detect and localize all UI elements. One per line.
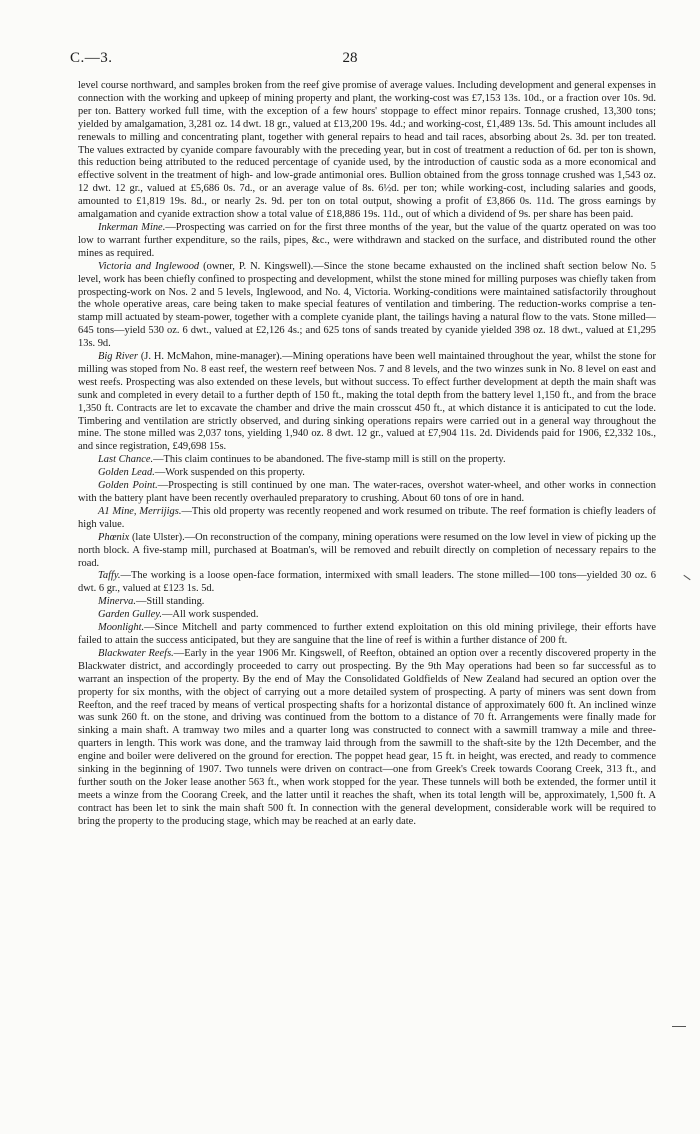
paragraph-a1-mine: A1 Mine, Merrijigs.—This old property was recently reopened and work resumed on tribute. The reef formation is chiefly leaders of high value. <box>78 505 656 530</box>
paragraph-heading: Phœnix <box>98 531 130 543</box>
paragraph-victoria-inglewood: Victoria and Inglewood (owner, P. N. Kingswell).—Since the stone became exhausted on the inclined shaft section below No. 5 level, work has been chiefly confined to prospecting and development, whilst the stone mined for milling purposes was chiefly taken from prospecting-work on Nos. 2 and 5 levels, Inglewood, and No. 4, Victoria. Working-conditions were maintained satisfactorily throughout the whole operative areas, care being taken to make special features of ventilation and timbering. The reduction-works comprise a ten-stamp mill actuated by steam-power, together with a complete cyanide plant, the tailings having a natural flow to the vats. Stone milled—645 tons—yield 530 oz. 6 dwt., valued at £2,126 4s.; and 625 tons of sands treated by cyanide yielded 398 oz. 18 dwt., valued at £1,295 13s. 9d. <box>78 260 656 350</box>
paragraph-heading: Last Chance. <box>98 454 154 466</box>
paragraph-golden-point: Golden Point.—Prospecting is still continued by one man. The water-races, overshot water-wheel, and other works in connection with the battery plant have been recently overhauled preparatory to crushing. About 60 tons of ore in hand. <box>78 480 656 504</box>
paragraph-golden-lead: Golden Lead.—Work suspended on this property. <box>98 467 305 479</box>
paragraph-garden-gulley: Garden Gulley.—All work suspended. <box>98 609 259 621</box>
paragraph-heading: A1 Mine, Merrijigs. <box>98 505 182 517</box>
paragraph-heading: Victoria and Inglewood <box>98 260 200 272</box>
document-body <box>78 80 656 829</box>
paragraph-moonlight: Moonlight.—Since Mitchell and party commenced to further extend exploitation on this old mining privilege, their efforts have failed to attain the success anticipated, but they are sanguine that the line of reef is within a further distance of 200 ft. <box>78 622 656 646</box>
paragraph-heading: Big River <box>98 351 138 363</box>
paragraph-phoenix: Phœnix (late Ulster).—On reconstruction of the company, mining operations were resumed on the low level in view of picking up the north block. A five-stamp mill, purchased at Boatman's, will be removed and rebuilt directly on completion of necessary repairs to the road. <box>78 531 656 569</box>
paragraph-minerva: Minerva.—Still standing. <box>98 596 205 608</box>
paragraph-blackwater-reefs: Blackwater Reefs.—Early in the year 1906 Mr. Kingswell, of Reefton, obtained an option over a recently discovered property in the Blackwater district, and accordingly proceeded to carry out prospecting. By the 9th May operations had been so far successful as to warrant an inspection of the property. By the end of May the Consolidated Goldfields of New Zealand had secured an option over the property for six months, with the object of carrying out a more detailed system of prospecting. A party of miners was sent down from Reefton, and the reef traced by means of vertical prospecting shafts for a horizontal distance of approximately 600 ft. An inclined winze was sunk 260 ft. on the stone, and driving was continued from the bottom to a distance of 70 ft. Arrangements were finally made for sinking a main shaft. A tramway two miles and a quarter long was constructed to connect with a sawmill tramway a mile and three-quarters in length. This work was done, and the tramway laid through from the sawmill to the shaft-site by the 12th December, and the engine and boiler were delivered on the ground for erection. The poppet head gear, 15 ft. in height, was erected, and ready to commence sinking in the beginning of 1907. Two tunnels were driven on contract—one from Greek's Creek towards Coorang Creek, 313 ft., and further south on the Joker lease another 563 ft., when work stopped for the year. These tunnels will both be extended, the former until it meets a winze from the Coorang Creek, and the latter until it reaches the shaft, when its total length will be, approximately, 1,500 ft. A contract has been let to sink the main shaft 500 ft. In connection with the general development, considerable work will be required to bring the property to the producing stage, which may be reached at an early date. <box>78 647 657 827</box>
paragraph-inkerman-mine: Inkerman Mine.—Prospecting was carried on for the first three months of the year, but the value of the quartz operated on was too low to warrant further expenditure, so the rails, pipes, &c., were withdrawn and stacked on the surface, and distributed round the other mines as required. <box>78 221 656 259</box>
paragraph-big-river: Big River (J. H. McMahon, mine-manager).—Mining operations have been well maintained throughout the year, whilst the stone for milling was stoped from No. 8 east reef, the western reef between Nos. 7 and 8 levels, and the two winzes sunk in No. 8 level on east and west reefs. Prospecting was also extended on these levels, but without success. To effect further development at depth the main shaft was sunk and completed in every detail to a further depth of 150 ft., making the total depth from the battery level 1,150 ft., and from the brace 1,350 ft. Contracts are let to excavate the chamber and drive the main crosscut 450 ft., at which distance it is anticipated to cut the lode. Timbering and ventilation are strictly observed, and during sinking operations repairs were carried out in a general way throughout the mine. The stone milled was 2,037 tons, yielding 1,940 oz. 8 dwt. 12 gr., valued at £7,904 11s. 2d. Dividends paid for 1906, £2,332 10s., and since registration, £49,698 15s. <box>78 351 657 453</box>
paragraph-continuation: level course northward, and samples broken from the reef give promise of average values. Including development and general expenses in connection with the working and upkeep of mining property and plant, the working-cost was £7,153 13s. 10d., or a fraction over 10s. 9d. per ton. Battery worked full time, with the exception of a few hours' stoppage to effect minor repairs. Tonnage crushed, 13,300 tons; yielded by amalgamation, 3,281 oz. 14 dwt. 18 gr., valued at £13,200 19s. 4d.; and working-cost, £1,489 13s. 5d. This amount includes all renewals to milling and concentrating plant, together with general repairs to head and tail races, absorbing about 2s. 3d. per ton treated. The values extracted by cyanide compare favourably with the preceding year, but in cost of treatment a reduction of 6d. per ton is shown, this reduction being attributed to the reduced percentage of cyanide used, by the introduction of caustic soda as a more economical and effective solvent in the treatment of high- and low-grade antimonial ores. Bullion obtained from the gross tonnage crushed was 1,543 oz. 12 dwt. 12 gr., valued at £5,686 0s. 7d., or an average value of 8s. 6½d. per ton; while working-cost, including salaries and goods, amounted to £1,819 19s. 8d., or nearly 2s. 9d. per ton on total output, showing a profit of £3,866 0s. 11d. The gross earnings by amalgamation and cyanide extraction show a total value of £18,886 19s. 11d., out of which a dividend of 9s. per share has been paid. <box>78 80 656 221</box>
paragraph-heading: Taffy. <box>98 570 121 582</box>
paragraph-heading: Blackwater Reefs. <box>98 647 174 659</box>
paragraph-heading: Golden Lead. <box>98 467 155 479</box>
paragraph-heading: Moonlight. <box>98 622 145 634</box>
margin-mark <box>683 575 690 580</box>
margin-mark <box>672 1026 686 1027</box>
paragraph-heading: Inkerman Mine. <box>98 221 166 233</box>
paragraph-heading: Golden Point. <box>98 480 158 492</box>
paragraph-last-chance: Last Chance.—This claim continues to be abandoned. The five-stamp mill is still on the property. <box>98 454 506 466</box>
paragraph-heading: Garden Gulley. <box>98 609 162 621</box>
page-number: 28 <box>342 50 358 66</box>
paragraph-heading: Minerva. <box>98 596 136 608</box>
page-header <box>70 50 630 72</box>
paragraph-taffy: Taffy.—The working is a loose open-face formation, intermixed with small leaders. The stone milled—100 tons—yielded 30 oz. 6 dwt. 6 gr., valued at £123 1s. 5d. <box>78 570 656 595</box>
document-reference: C.—3. <box>70 50 113 66</box>
